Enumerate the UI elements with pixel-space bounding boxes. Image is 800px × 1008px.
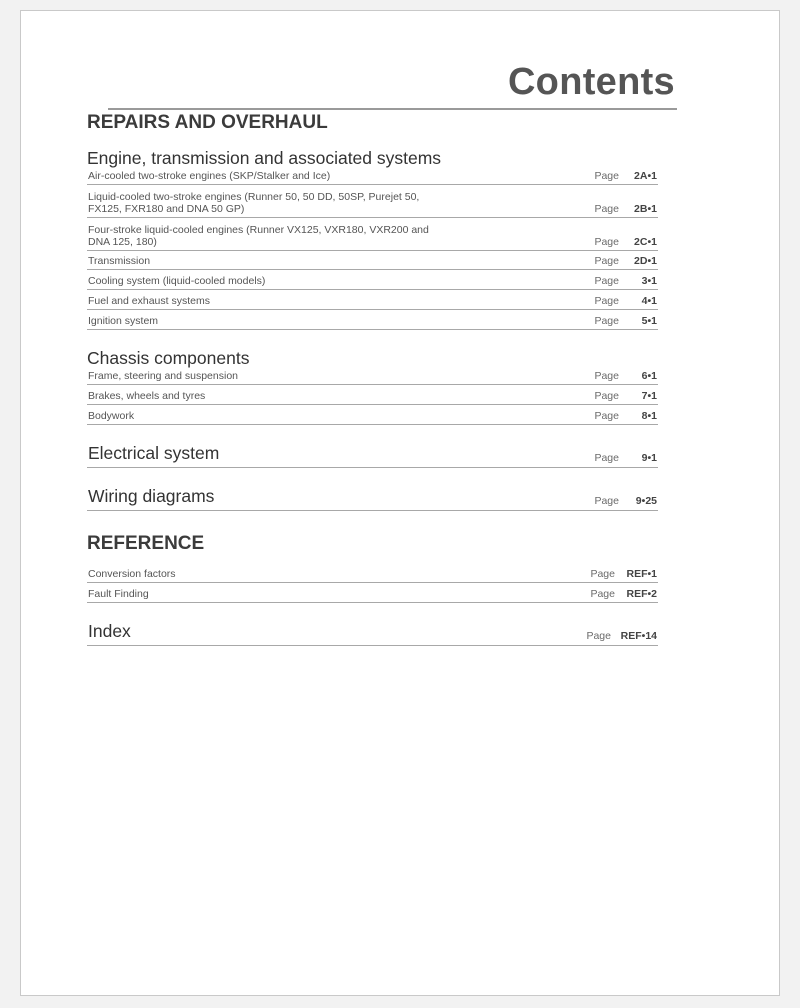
- toc-row[interactable]: [87, 567, 658, 583]
- toc-row-page: Page 8•1: [594, 410, 657, 422]
- toc-row-page: Page 7•1: [594, 390, 657, 402]
- toc-row-label: Air-cooled two-stroke engines (SKP/Stalker and Ice): [88, 170, 331, 182]
- toc-row[interactable]: [87, 290, 658, 310]
- toc-row-page: Page 3•1: [594, 275, 657, 287]
- toc-row[interactable]: [87, 270, 658, 290]
- toc-row-page: Page REF•1: [590, 568, 657, 580]
- toc-row[interactable]: [87, 251, 658, 270]
- toc-row[interactable]: [87, 310, 658, 330]
- toc-row[interactable]: [87, 405, 658, 425]
- toc-row-label: Brakes, wheels and tyres: [88, 390, 206, 402]
- toc-row-page: Page REF•2: [590, 588, 657, 600]
- toc-row-page: Page 9•25: [594, 495, 657, 507]
- section-heading-repairs: REPAIRS AND OVERHAUL: [87, 112, 328, 133]
- page-title: Contents: [507, 61, 675, 103]
- toc-row-index[interactable]: [87, 621, 658, 646]
- toc-row-label: Frame, steering and suspension: [88, 370, 238, 382]
- toc-row[interactable]: [87, 218, 658, 251]
- toc-row-label: Ignition system: [88, 315, 159, 327]
- toc-row-page: Page 6•1: [594, 370, 657, 382]
- contents-list: [87, 110, 658, 646]
- toc-row-wiring[interactable]: [87, 486, 658, 511]
- toc-row[interactable]: [87, 385, 658, 405]
- toc-row[interactable]: [87, 169, 658, 185]
- toc-row-label: Bodywork: [88, 410, 135, 422]
- toc-row-label: Fuel and exhaust systems: [88, 295, 210, 307]
- section-heading-reference: REFERENCE: [87, 533, 205, 554]
- toc-row-label: Transmission: [88, 255, 151, 267]
- toc-row-page: Page 2B•1: [594, 203, 657, 215]
- group-heading-engine: Engine, transmission and associated systems: [87, 148, 442, 168]
- toc-row-page: Page 9•1: [594, 452, 657, 464]
- toc-row[interactable]: [87, 583, 658, 603]
- toc-row-page: Page 5•1: [594, 315, 657, 327]
- toc-row-page: Page 2D•1: [594, 255, 657, 267]
- toc-row-label: Electrical system: [88, 443, 220, 463]
- toc-row-page: Page REF•14: [586, 630, 657, 642]
- toc-row-label: Cooling system (liquid-cooled models): [88, 275, 266, 287]
- toc-row-label: Wiring diagrams: [88, 486, 215, 506]
- toc-row-label: Conversion factors: [88, 568, 176, 580]
- toc-row-page: Page 2A•1: [594, 170, 657, 182]
- toc-row[interactable]: [87, 185, 658, 218]
- toc-row-electrical[interactable]: [87, 443, 658, 468]
- toc-row-page: Page 2C•1: [594, 236, 657, 248]
- toc-row-label: Index: [88, 621, 131, 641]
- toc-row-label: Fault Finding: [88, 588, 149, 600]
- toc-row-page: Page 4•1: [594, 295, 657, 307]
- toc-row[interactable]: [87, 369, 658, 385]
- toc-row-label: Four-stroke liquid-cooled engines (Runner VX125, VXR180, VXR200 and DNA 125, 180): [88, 224, 429, 248]
- toc-row-label: Liquid-cooled two-stroke engines (Runner 50, 50 DD, 50SP, Purejet 50, FX125, FXR180 and DNA 50 GP): [88, 191, 420, 215]
- group-heading-chassis: Chassis components: [87, 348, 250, 368]
